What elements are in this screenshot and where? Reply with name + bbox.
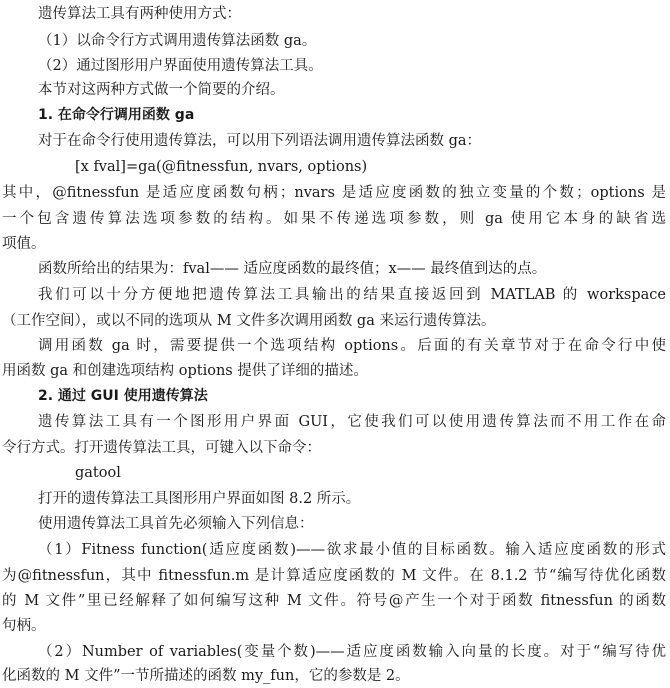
- text-line: 句柄。: [2, 618, 46, 634]
- text-line: 为@fitnessfun，其中 fitnessfun.m 是计算适应度函数的 M 文件。在 8.1.2 节“编写待优化函数: [2, 568, 666, 584]
- code-line: gatool: [75, 465, 121, 481]
- text-line: 打开的遗传算法工具图形用户界面如图 8.2 所示。: [38, 491, 361, 507]
- text-line: （1）Fitness function(适应度函数)——欲求最小值的目标函数。输入适应度函数的形式: [38, 542, 666, 558]
- text-line: （工作空间），或以不同的选项从 M 文件多次调用函数 ga 来运行遗传算法。: [2, 313, 496, 329]
- text-line: 对于在命令行使用遗传算法，可以用下列语法调用遗传算法函数 ga：: [38, 133, 482, 149]
- text-line: 项值。: [2, 236, 46, 252]
- text-line: 化函数的 M 文件”一节所描述的函数 my_fun，它的参数是 2。: [2, 668, 410, 684]
- text-line: 本节对这两种方式做一个简要的介绍。: [38, 82, 285, 98]
- text-line: 用函数 ga 和创建选项结构 options 提供了详细的描述。: [2, 363, 368, 379]
- text-line: 使用遗传算法工具首先必须输入下列信息：: [38, 516, 314, 532]
- text-line: 遗传算法工具有一个图形用户界面 GUI，它使我们可以使用遗传算法而不用工作在命: [38, 414, 666, 430]
- text-line: 令行方式。打开遗传算法工具，可键入以下命令：: [2, 440, 321, 456]
- text-line: 调用函数 ga 时，需要提供一个选项结构 options。后面的有关章节对于在命令行中使: [38, 338, 666, 354]
- text-line: 其中，@fitnessfun 是适应度函数句柄；nvars 是适应度函数的独立变量的个数；options 是: [2, 185, 666, 201]
- text-line: 我们可以十分方便地把遗传算法工具输出的结果直接返回到 MATLAB 的 workspace: [38, 287, 666, 303]
- text-line: 函数所给出的结果为：fval—— 适应度函数的最终值；x—— 最终值到达的点。: [38, 261, 547, 277]
- text-line: 一个包含遗传算法选项参数的结构。如果不传递选项参数，则 ga 使用它本身的缺省选: [2, 211, 666, 227]
- text-line: 遗传算法工具有两种使用方式：: [38, 6, 241, 22]
- text-line: （2）Number of variables(变量个数)——适应度函数输入向量的长度。对于“编写待优: [38, 644, 666, 660]
- section-heading: 2. 通过 GUI 使用遗传算法: [38, 388, 208, 404]
- text-line: （1）以命令行方式调用遗传算法函数 ga。: [38, 33, 317, 49]
- code-line: [x fval]=ga(@fitnessfun, nvars, options): [75, 159, 368, 175]
- section-heading: 1. 在命令行调用函数 ga: [38, 107, 195, 123]
- text-line: （2）通过图形用户界面使用遗传算法工具。: [38, 58, 323, 74]
- text-line: 的 M 文件”里已经解释了如何编写这种 M 文件。符号@产生一个对于函数 fitnessfun 的函数: [2, 593, 666, 609]
